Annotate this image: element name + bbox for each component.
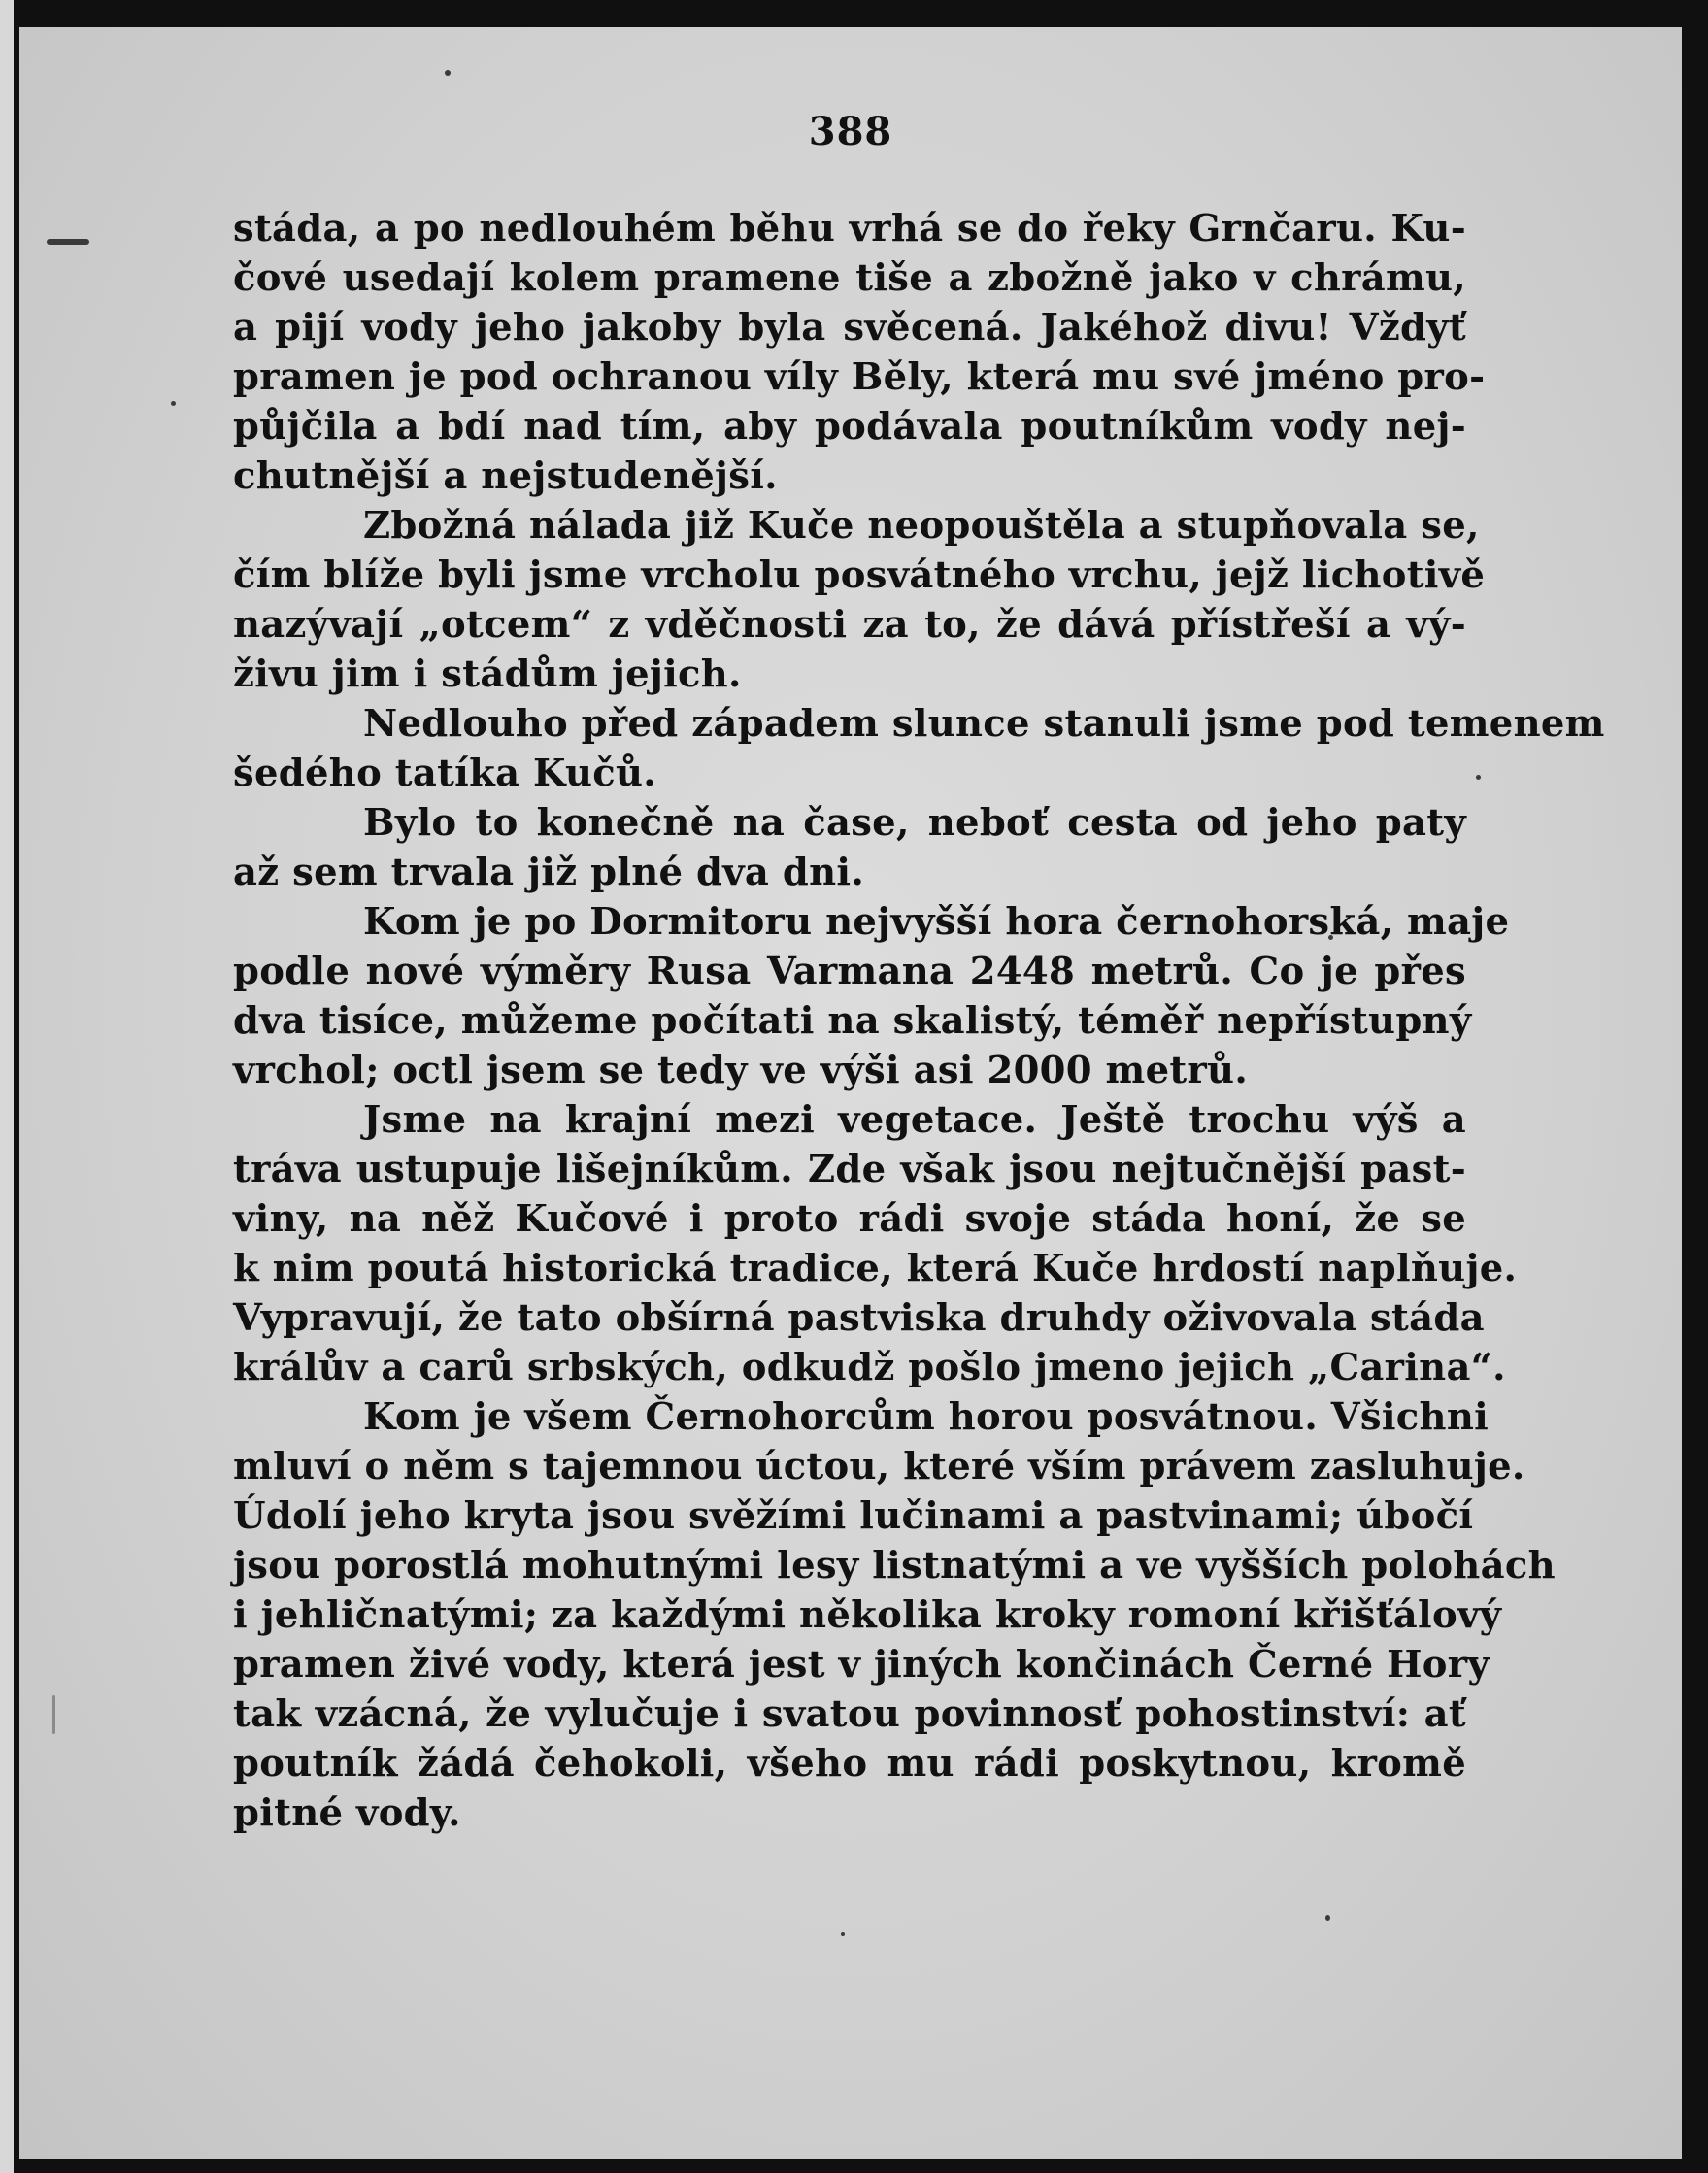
text-line: Nedlouho před západem slunce stanuli jsme pod temenem	[363, 702, 1605, 746]
text-line: Kom je po Dormitoru nejvyšší hora černohorská, maje	[363, 900, 1510, 944]
text-line: šedého tatíka Kučů.	[233, 752, 656, 795]
text-line: Jsme na krajní mezi vegetace. Ještě trochu výš a	[363, 1098, 1466, 1142]
text-line: pramen je pod ochranou víly Běly, která mu své jméno pro-	[233, 355, 1486, 399]
speck	[52, 1695, 55, 1734]
paragraph	[233, 1095, 1518, 1392]
speck	[171, 401, 176, 406]
text-line: podle nové výměry Rusa Varmana 2448 metrů. Co je přes	[233, 950, 1466, 993]
text-line: vrchol; octl jsem se tedy ve výši asi 2000 metrů.	[233, 1049, 1249, 1092]
text-line: půjčila a bdí nad tím, aby podávala poutníkům vody nej-	[233, 405, 1466, 449]
body-text	[233, 204, 1605, 1838]
book-page	[19, 27, 1682, 2159]
text-line: poutník žádá čehokoli, všeho mu rádi poskytnou, kromě	[233, 1742, 1466, 1786]
text-line: Zbožná nálada již Kuče neopouštěla a stupňovala se,	[363, 504, 1480, 548]
text-line: a pijí vody jeho jakoby byla svěcená. Jakéhož divu! Vždyť	[233, 306, 1466, 350]
text-line: jsou porostlá mohutnými lesy listnatými a ve vyšších polohách	[233, 1544, 1556, 1588]
page-edge	[0, 0, 14, 2173]
text-line: dva tisíce, můžeme počítati na skalistý, téměř nepřístupný	[233, 999, 1472, 1043]
speck	[445, 70, 451, 76]
text-line: chutnější a nejstudenější.	[233, 454, 778, 498]
text-line: viny, na něž Kučové i proto rádi svoje stáda honí, že se	[233, 1197, 1466, 1241]
paragraph	[233, 501, 1486, 699]
text-line: nazývají „otcem“ z vděčnosti za to, že dává přístřeší a vý-	[233, 603, 1466, 647]
page-number: 388	[808, 109, 893, 154]
paragraph	[233, 897, 1510, 1095]
text-line: Údolí jeho kryta jsou svěžími lučinami a pastvinami; úbočí	[233, 1494, 1474, 1538]
speck	[1325, 1915, 1330, 1921]
paragraph	[233, 204, 1486, 501]
text-line: živu jim i stádům jejich.	[233, 652, 742, 696]
text-line: tak vzácná, že vylučuje i svatou povinnosť pohostinství: ať	[233, 1692, 1466, 1736]
text-line: až sem trvala již plné dva dni.	[233, 851, 865, 894]
paragraph	[233, 1392, 1556, 1838]
speck	[1476, 775, 1481, 780]
text-line: Vypravují, že tato obšírná pastviska druhdy oživovala stáda	[233, 1296, 1485, 1340]
text-line: pitné vody.	[233, 1791, 461, 1835]
text-line: tráva ustupuje lišejníkům. Zde však jsou nejtučnější past-	[233, 1148, 1466, 1191]
speck	[47, 239, 89, 245]
text-line: stáda, a po nedlouhém běhu vrhá se do řeky Grnčaru. Ku-	[233, 207, 1466, 251]
text-line: pramen živé vody, která jest v jiných končinách Černé Hory	[233, 1643, 1490, 1687]
text-line: k nim poutá historická tradice, která Kuče hrdostí naplňuje.	[233, 1247, 1518, 1290]
text-line: čové usedají kolem pramene tiše a zbožně jako v chrámu,	[233, 256, 1466, 300]
text-line: mluví o něm s tajemnou úctou, které vším právem zasluhuje.	[233, 1445, 1525, 1488]
text-line: králův a carů srbských, odkudž pošlo jmeno jejich „Carina“.	[233, 1346, 1506, 1389]
text-line: Kom je všem Černohorcům horou posvátnou. Všichni	[363, 1395, 1490, 1439]
paragraph	[233, 699, 1605, 798]
speck	[841, 1932, 845, 1936]
text-line: čím blíže byli jsme vrcholu posvátného vrchu, jejž lichotivě	[233, 553, 1486, 597]
text-line: i jehličnatými; za každými několika kroky romoní křišťálový	[233, 1593, 1502, 1637]
text-line: Bylo to konečně na čase, neboť cesta od jeho paty	[363, 801, 1466, 845]
paragraph	[233, 798, 1466, 897]
